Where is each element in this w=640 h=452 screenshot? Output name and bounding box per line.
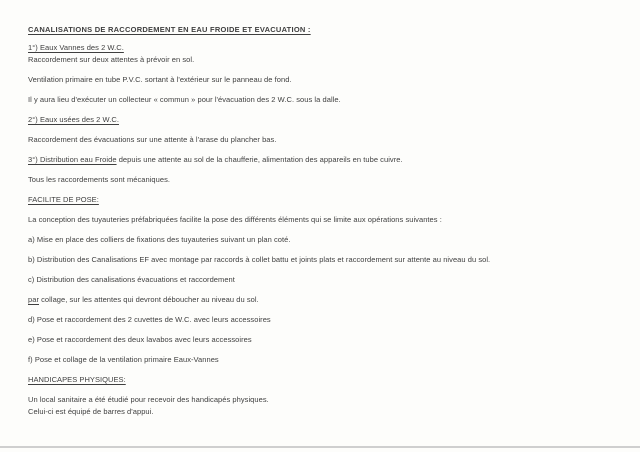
plain-text: Raccordement sur deux attentes à prévoir en sol. xyxy=(28,55,195,64)
plain-text: depuis une attente au sol de la chaufferie, alimentation des appareils en tube cuivre. xyxy=(116,155,403,164)
numbered-subheading xyxy=(28,42,616,54)
paragraph xyxy=(28,234,616,246)
paragraph xyxy=(28,94,616,106)
plain-text: La conception des tuyauteries préfabriquées facilite la pose des différents éléments qui se limite aux opérations suivantes : xyxy=(28,215,442,224)
plain-text: Celui-ci est équipé de barres d'appui. xyxy=(28,407,154,416)
section-heading xyxy=(28,374,616,386)
plain-text: Il y aura lieu d'exécuter un collecteur « commun » pour l'évacuation des 2 W.C. sous la dalle. xyxy=(28,95,341,104)
plain-text: a) Mise en place des colliers de fixations des tuyauteries suivant un plan coté. xyxy=(28,235,291,244)
section-heading xyxy=(28,194,616,206)
paragraph xyxy=(28,394,616,406)
underlined-text: CANALISATIONS DE RACCORDEMENT EN EAU FROIDE ET EVACUATION : xyxy=(28,25,311,34)
paragraph xyxy=(28,254,616,266)
underlined-text: 3°) Distribution eau Froide xyxy=(28,155,117,164)
plain-text: c) Distribution des canalisations évacuations et raccordement xyxy=(28,275,235,284)
plain-text: collage, sur les attentes qui devront déboucher au niveau du sol. xyxy=(39,295,259,304)
underlined-text: par xyxy=(28,295,39,304)
plain-text: e) Pose et raccordement des deux lavabos avec leurs accessoires xyxy=(28,335,252,344)
paragraph xyxy=(28,74,616,86)
underlined-text: 1°) Eaux Vannes des 2 W.C. xyxy=(28,43,124,52)
document-title xyxy=(28,24,616,36)
plain-text: d) Pose et raccordement des 2 cuvettes de W.C. avec leurs accessoires xyxy=(28,315,271,324)
paragraph xyxy=(28,314,616,326)
underlined-text: FACILITE DE POSE: xyxy=(28,195,99,204)
paragraph xyxy=(28,154,616,166)
plain-text: f) Pose et collage de la ventilation primaire Eaux-Vannes xyxy=(28,355,219,364)
plain-text: Raccordement des évacuations sur une attente à l'arase du plancher bas. xyxy=(28,135,277,144)
document-content xyxy=(28,24,616,426)
paragraph xyxy=(28,134,616,146)
paragraph xyxy=(28,54,616,66)
underlined-text: 2°) Eaux usées des 2 W.C. xyxy=(28,115,119,124)
plain-text: Tous les raccordements sont mécaniques. xyxy=(28,175,171,184)
paragraph xyxy=(28,406,616,418)
paragraph xyxy=(28,274,616,286)
underlined-text: HANDICAPES PHYSIQUES: xyxy=(28,375,126,384)
paragraph xyxy=(28,354,616,366)
paragraph xyxy=(28,214,616,226)
plain-text: b) Distribution des Canalisations EF avec montage par raccords à collet battu et joints plats et raccordement sur attente au niveau du sol. xyxy=(28,255,491,264)
paragraph xyxy=(28,174,616,186)
paragraph xyxy=(28,334,616,346)
paragraph xyxy=(28,294,616,306)
plain-text: Un local sanitaire a été étudié pour recevoir des handicapés physiques. xyxy=(28,395,269,404)
numbered-subheading xyxy=(28,114,616,126)
page-bottom-edge xyxy=(0,446,640,448)
plain-text: Ventilation primaire en tube P.V.C. sortant à l'extérieur sur le panneau de fond. xyxy=(28,75,292,84)
